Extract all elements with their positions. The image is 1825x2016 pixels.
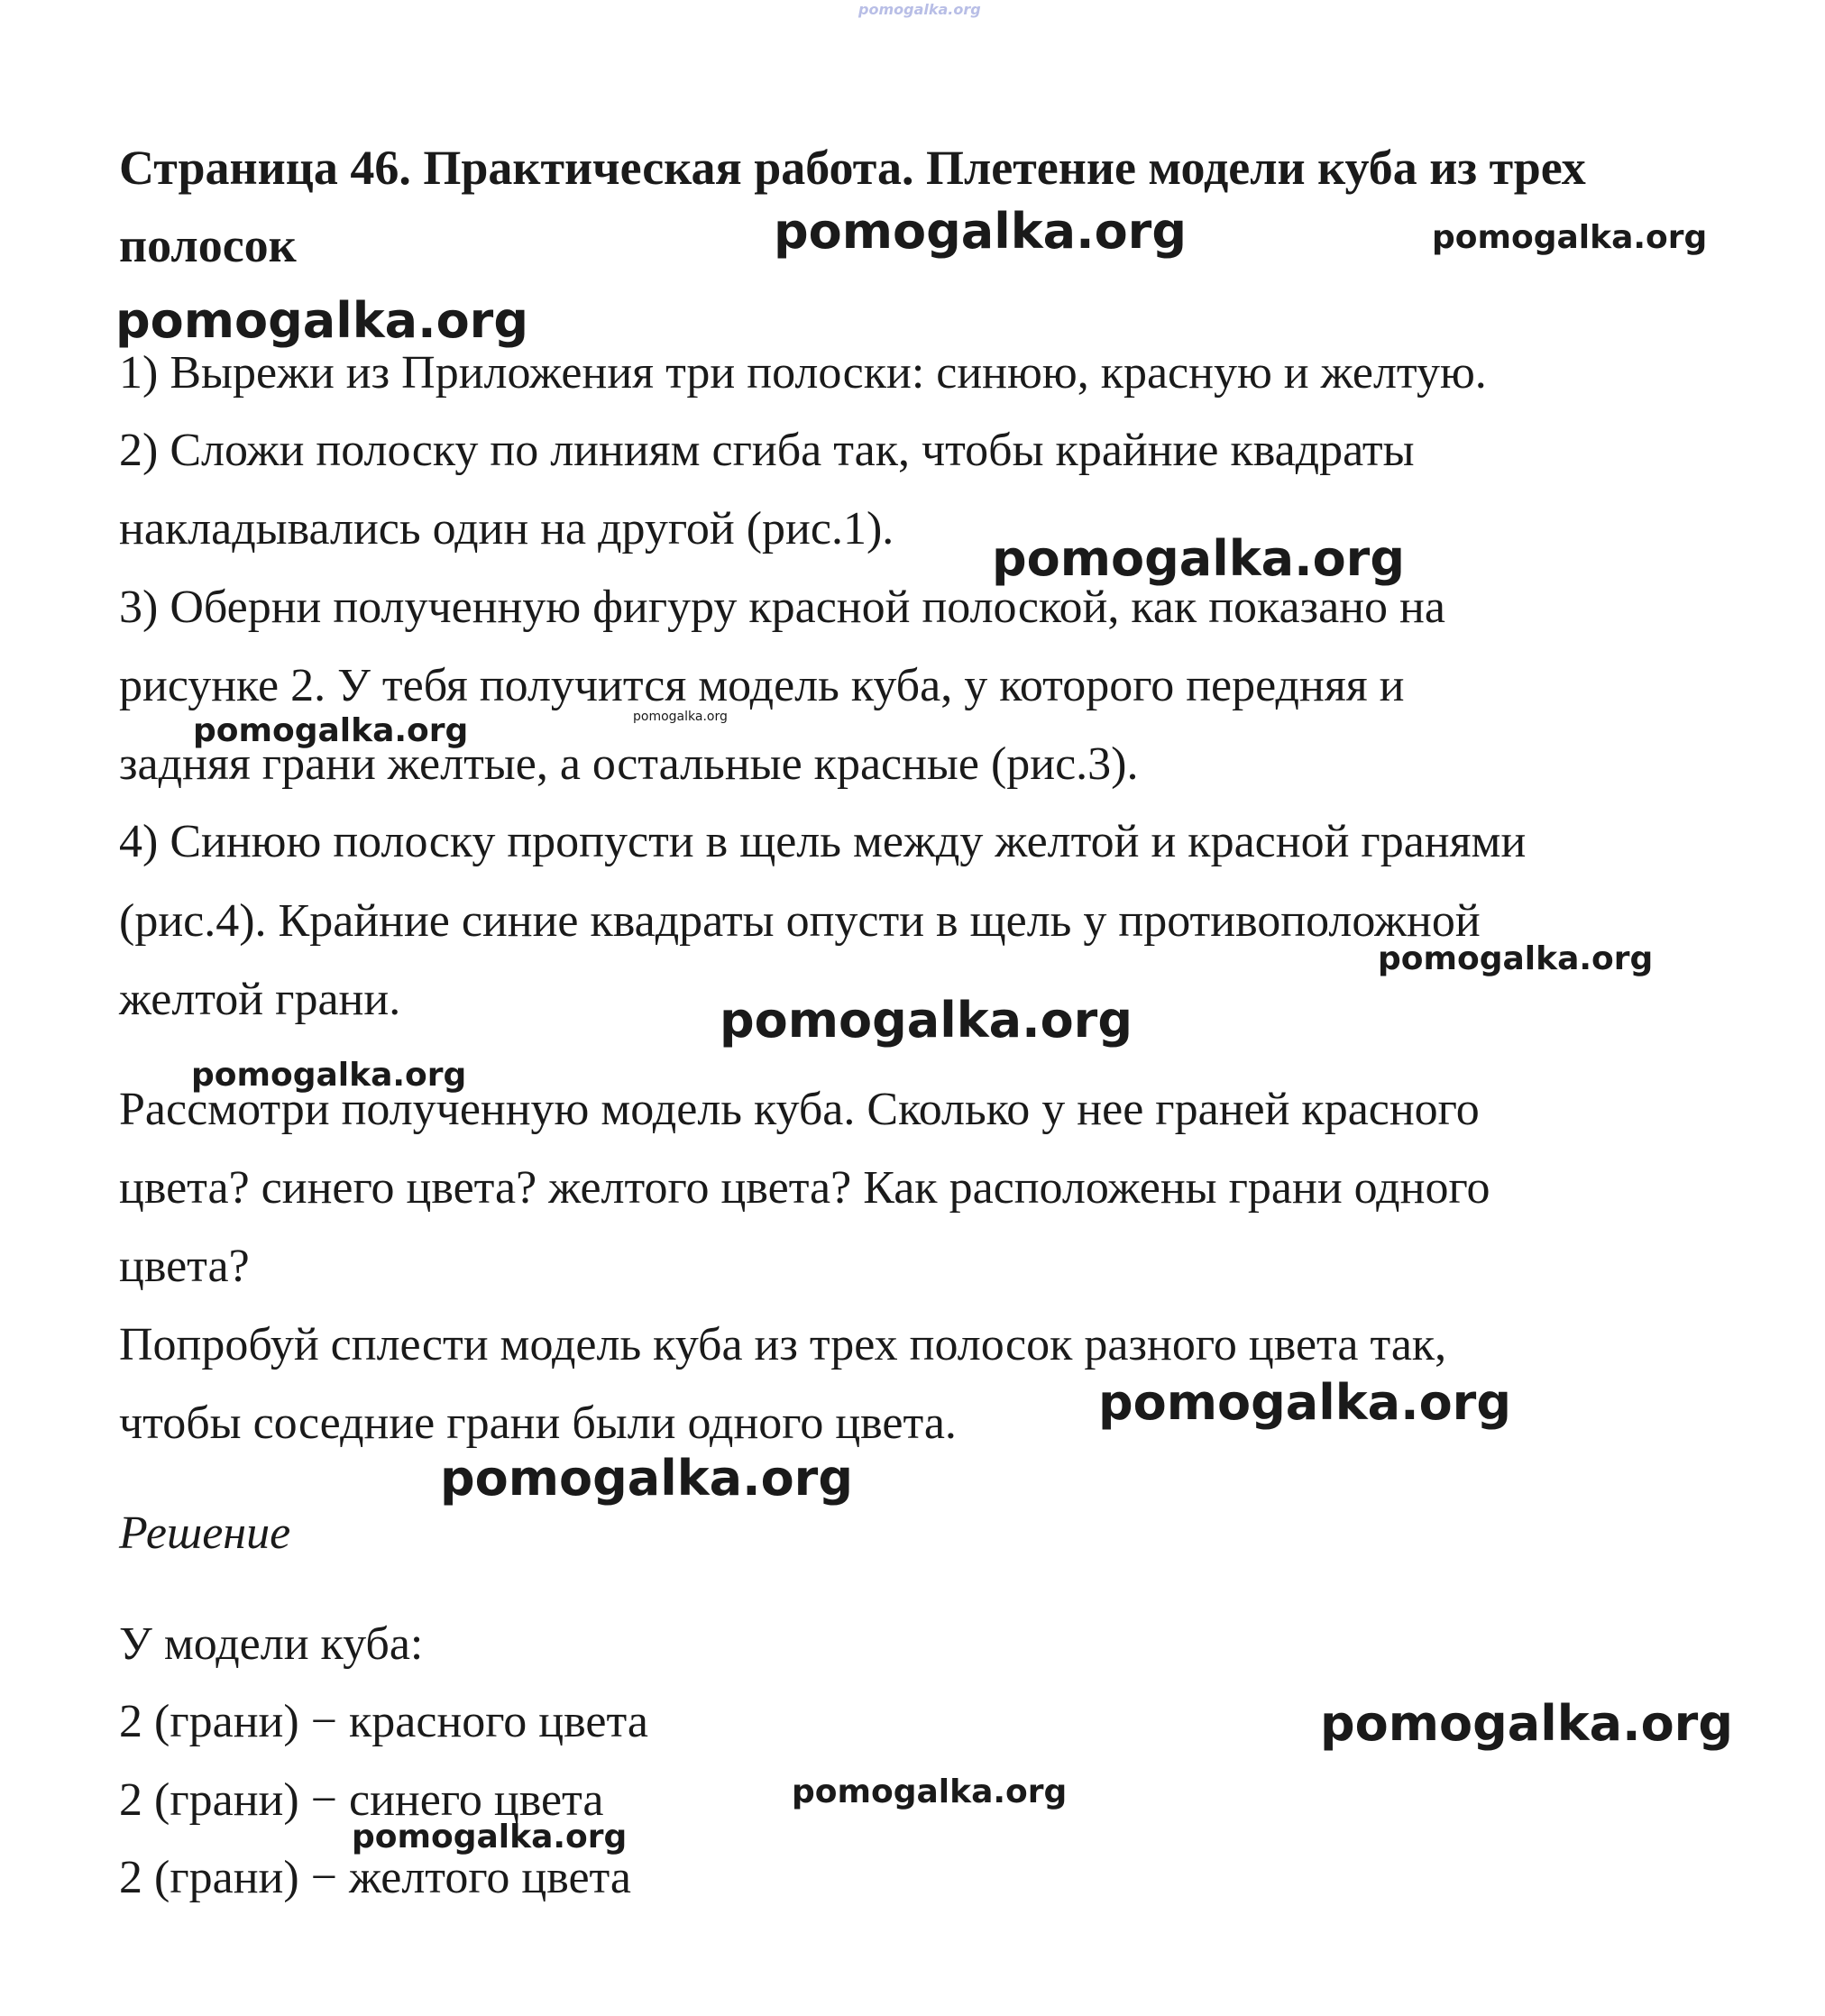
watermark: pomogalka.org — [440, 1450, 853, 1507]
watermark: pomogalka.org — [193, 712, 469, 749]
solution-yellow-faces: 2 (грани) − желтого цвета — [119, 1852, 631, 1903]
step-4-line-1: 4) Синюю полоску пропусти в щель между желтой и красной гранями — [119, 816, 1527, 867]
watermark: pomogalka.org — [633, 710, 728, 724]
step-2-line-1: 2) Сложи полоску по линиям сгиба так, чтобы крайние квадраты — [119, 425, 1415, 476]
watermark: pomogalka.org — [115, 292, 528, 349]
watermark: pomogalka.org — [992, 530, 1405, 587]
question-line-1: Рассмотри полученную модель куба. Сколько у нее граней красного — [119, 1084, 1480, 1135]
question-line-3: цвета? — [119, 1241, 250, 1292]
page-title-line-2: полосок — [119, 218, 297, 272]
question-line-5: чтобы соседние грани были одного цвета. — [119, 1397, 957, 1449]
solution-intro: У модели куба: — [119, 1618, 424, 1670]
step-3-line-1: 3) Оберни полученную фигуру красной полоской, как показано на — [119, 582, 1445, 633]
watermark: pomogalka.org — [1378, 940, 1654, 977]
header-watermark: pomogalka.org — [858, 1, 981, 18]
step-1: 1) Вырежи из Приложения три полоски: синюю, красную и желтую. — [119, 347, 1487, 399]
watermark: pomogalka.org — [191, 1057, 467, 1094]
step-4-line-2: (рис.4). Крайние синие квадраты опусти в щель у противоположной — [119, 895, 1481, 947]
step-4-line-3: желтой грани. — [119, 974, 401, 1025]
step-3-line-3: задняя грани желтые, а остальные красные (рис.3). — [119, 738, 1139, 790]
watermark: pomogalka.org — [1432, 219, 1708, 256]
watermark: pomogalka.org — [720, 992, 1133, 1049]
solution-blue-faces: 2 (грани) − синего цвета — [119, 1774, 604, 1826]
step-3-line-2: рисунке 2. У тебя получится модель куба, у которого передняя и — [119, 660, 1405, 711]
question-line-2: цвета? синего цвета? желтого цвета? Как расположены грани одного — [119, 1162, 1490, 1214]
question-line-4: Попробуй сплести модель куба из трех полосок разного цвета так, — [119, 1319, 1447, 1370]
solution-heading: Решение — [119, 1507, 291, 1559]
watermark: pomogalka.org — [1098, 1374, 1511, 1431]
watermark: pomogalka.org — [1320, 1695, 1733, 1752]
page-title-line-1: Страница 46. Практическая работа. Плетение модели куба из трех — [119, 141, 1586, 195]
watermark: pomogalka.org — [352, 1819, 628, 1856]
solution-red-faces: 2 (грани) − красного цвета — [119, 1696, 648, 1747]
watermark: pomogalka.org — [774, 203, 1187, 260]
watermark: pomogalka.org — [792, 1773, 1068, 1810]
step-2-line-2: накладывались один на другой (рис.1). — [119, 503, 894, 554]
